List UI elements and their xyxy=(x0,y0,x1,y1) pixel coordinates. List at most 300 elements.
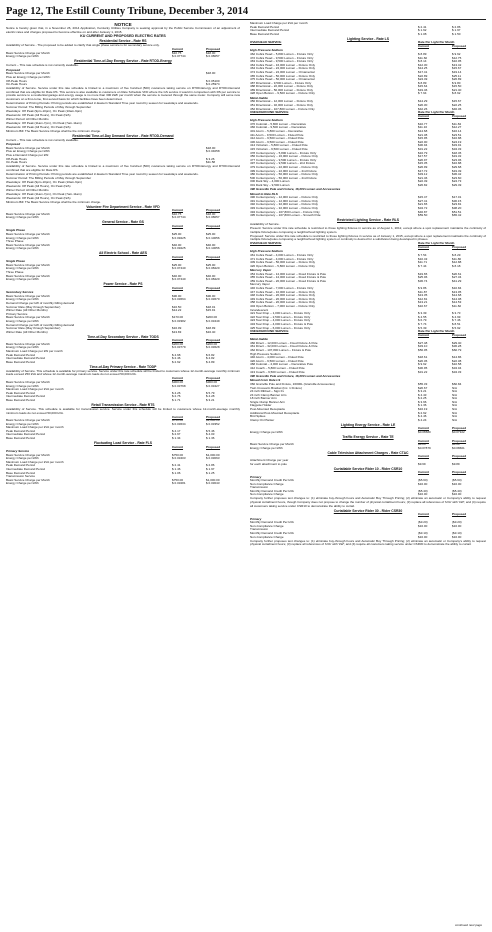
row-label: Monthly Demand Credit Per kVA xyxy=(250,521,294,525)
row-value: $ 0.07744 xyxy=(172,215,186,220)
row-value: $14.22 xyxy=(172,308,182,313)
row-value: $36.74 xyxy=(418,278,428,283)
rate-section xyxy=(6,366,240,403)
rate-row xyxy=(250,33,486,37)
row-value: $ 0.05100 xyxy=(206,78,220,83)
row-value: $16.40 xyxy=(206,329,216,334)
row-label: 18 inch Banner Arm xyxy=(250,397,277,401)
row-value: $ 1.06 xyxy=(172,470,181,475)
row-value: $25.00 xyxy=(172,231,182,236)
row-value: $ 3.66 xyxy=(418,399,427,404)
row-value: $0.07322 xyxy=(452,430,465,435)
row-label: 477 Contemporary – 9,500 Lumen – Fixture Only xyxy=(250,158,317,162)
row-label: Peak Demand Period xyxy=(6,353,35,357)
row-value: $18.00 xyxy=(206,145,216,150)
row-value: $200.00 xyxy=(172,341,184,346)
subheading: Metal Halide xyxy=(250,95,268,100)
row-label: 412 Coach – 5,800 Lumen – Fluted Pole xyxy=(250,366,305,370)
row-value: $ 1.36 xyxy=(206,436,215,441)
row-value: N/A xyxy=(452,403,458,408)
section-paragraph: Company further proposes text changes to: (1) eliminate buy-through hours and Automatic Buy Through Pricing; (2) eliminate an automatic or Company's ability to request physical curtailment hours; (3) replace all references of 'kVA' with 'kW'; and (4) require all customers taking service under CSR30 to demonstrate the ability to curtail. xyxy=(250,538,486,547)
row-value: Current xyxy=(418,244,430,249)
row-value: Current xyxy=(172,338,184,343)
rate-section xyxy=(250,219,486,330)
section-title: Time-of-Day Primary Service - Rate TODP xyxy=(89,364,157,369)
row-value: Current xyxy=(418,438,430,443)
row-value: $60.84 xyxy=(452,381,462,386)
row-value: $33.91 xyxy=(452,143,462,148)
rate-section xyxy=(250,510,486,547)
row-value: $20.61 xyxy=(452,271,462,276)
row-value: Proposed xyxy=(452,244,467,249)
subheading: Metal Halide xyxy=(250,337,268,342)
row-label: 360 Granville Pole and Fixture, 16000L (Granville Accessories) xyxy=(250,382,335,386)
row-value: $ 0.07440 xyxy=(172,266,186,271)
row-label: 493 Contemporary – 32,000 Lumen – Fixture Only xyxy=(250,207,318,211)
row-value: $29.40 xyxy=(452,340,462,345)
rate-section xyxy=(6,206,240,220)
row-label: Peak Demand Period xyxy=(6,391,35,395)
rate-row xyxy=(250,265,486,269)
rate-section xyxy=(250,22,486,36)
row-value: N/A xyxy=(452,396,458,401)
section-paragraph: Determination of Pricing Periods: Pricing periods are established in Eastern Standard Time year round by season for weekdays and weekends. xyxy=(6,171,199,176)
row-value: $90.00 xyxy=(172,293,182,298)
row-value: $ 4.24 xyxy=(418,417,427,422)
row-label: 454 Cobra Head – 12,000 Lumen – Fixed Fixture & Pole xyxy=(250,272,327,276)
row-value: $16.00 xyxy=(452,492,462,497)
row-value: Current xyxy=(418,454,430,459)
row-label: Incandescent xyxy=(250,308,269,312)
row-label: Basic Service Charge per Month xyxy=(6,453,50,457)
row-value: $16.00 xyxy=(452,534,462,539)
column-header-row xyxy=(250,334,486,338)
row-label: 465 Cobra Head – 50,000 Lumen – Fixture Only xyxy=(250,74,316,78)
row-value: $21.38 xyxy=(418,132,428,137)
row-value: $ 0.03403 xyxy=(172,456,186,461)
row-label: Peak Demand Period xyxy=(6,429,35,433)
row-value: $25.00 xyxy=(172,262,182,267)
section-title: Retail Transmission Service - Rate RTS xyxy=(91,402,155,407)
row-value: $27.41 xyxy=(418,198,428,203)
row-value: $ 2.25 xyxy=(418,396,427,401)
row-value: $ 3.73 xyxy=(452,311,461,316)
column-header-row xyxy=(250,115,486,119)
row-label: 452 Directional – 107,800 Lumen – Fixture Only xyxy=(250,107,315,111)
row-label: Clamp On Planter xyxy=(250,418,275,422)
row-label: Demand Charge per kW of monthly billing demand xyxy=(6,301,75,305)
row-value: $ 7.64 xyxy=(418,91,427,96)
row-label: Energy Charge per kWh xyxy=(6,236,39,240)
row-value: $ 7.54 xyxy=(418,252,427,257)
section-title: General Service - Rate GS xyxy=(102,220,144,225)
section-title: Lighting Energy Service - Rate LE xyxy=(340,422,396,427)
row-value: $23.60 xyxy=(452,175,462,180)
row-value: $18.00 xyxy=(206,71,216,76)
section-paragraph: Weekends: Off Peak (All Hours), On Peak (N/A) xyxy=(6,124,71,129)
row-value: $36.42 xyxy=(452,172,462,177)
row-label: 412 Acorn – 9,500 Lumen – Fluted Pole xyxy=(250,137,304,141)
row-label: Basic Service Charge per Month xyxy=(6,478,50,482)
row-value: $ 0.03281 xyxy=(172,481,186,486)
row-label: Summer Rate (May through September) xyxy=(6,305,61,309)
row-value: $ 3.39 xyxy=(418,311,427,316)
subheading: Single Phase xyxy=(6,228,25,233)
row-value: $ 2.67 xyxy=(172,432,181,437)
row-label: Basic Service Charge per Month xyxy=(6,243,50,247)
row-value: $56.05 xyxy=(418,347,428,352)
row-label: Intermediate Demand Period xyxy=(250,29,289,33)
row-label xyxy=(6,446,172,450)
row-label: Basic Service Charge per Month xyxy=(6,232,50,236)
row-value: $12.75 xyxy=(452,55,462,60)
row-value: $12.81 xyxy=(418,296,428,301)
row-value: Proposed xyxy=(452,43,467,48)
row-label: 476 Colonial – 5,800 Lumen – Decorative xyxy=(250,122,307,126)
rate-row xyxy=(6,361,240,365)
row-value: $ 7.44 xyxy=(418,263,427,268)
row-label: Energy Charge per kWh xyxy=(6,422,39,426)
row-value: $17.01 xyxy=(452,195,462,200)
row-label: Energy Charge per kWh xyxy=(6,319,39,323)
row-value: $ 0.08057 xyxy=(206,215,220,220)
row-label xyxy=(6,256,172,260)
continued-note: continued next page xyxy=(454,923,482,927)
row-label: Energy Charge per kWh xyxy=(250,431,283,435)
row-label: 440 Acorn – 4,000 Lumen – Fluted Pole xyxy=(250,356,304,360)
row-label: Maximum Load Charge per kVA per month xyxy=(250,22,308,25)
row-label xyxy=(250,513,418,517)
row-value: $300.00 xyxy=(206,380,218,384)
section-title: Residential Service - Rate RS xyxy=(99,39,147,44)
row-value: $ 2.76 xyxy=(172,394,181,399)
row-value: $30.15 xyxy=(452,198,462,203)
section-paragraph: Availability of Service. This schedule is available for transmission service. Service under this schedule will be limited to customers whose 12-month-average monthly minimum loads do not exceed 50,000 kVA. xyxy=(6,406,240,415)
row-value: $18.99 xyxy=(206,326,216,331)
section-title: Cable Television Attachment Charges - Rate CTAC xyxy=(327,450,409,455)
row-label: 464 Cobra Head – 22,000 Lumen – Fixture Only xyxy=(250,67,316,71)
row-label: 489 Directional – 50,000 Lumen – Fixture Only xyxy=(250,88,314,92)
row-label: UNDERGROUND SERVICE xyxy=(250,330,289,334)
row-value: $ 8.89 xyxy=(418,51,427,56)
row-value: $46.36 xyxy=(452,106,462,111)
row-label: 450 Directional – 12,000 Lumen – Fixture Only xyxy=(250,100,314,104)
row-value: $15.95 xyxy=(418,136,428,141)
row-value: $ 4.43 xyxy=(418,392,427,397)
row-value: $21.65 xyxy=(418,202,428,207)
row-value: $65.42 xyxy=(452,213,462,218)
rate-section xyxy=(250,452,486,466)
row-value: N/A xyxy=(452,407,458,412)
row-value: $200.00 xyxy=(206,341,218,346)
row-value: $24.19 xyxy=(452,139,462,144)
row-label: 409 Cobra Head – 50,000 Lumen – Fixture Only xyxy=(250,261,316,265)
row-label: 451 Directional – 32,000 Lumen – Fixture Only xyxy=(250,104,314,108)
row-value: $16.00 xyxy=(418,481,428,486)
row-label: 401 Acorn – 5,800 Lumen – Decorative xyxy=(250,130,303,133)
row-value: $ 4.17 xyxy=(172,428,181,433)
row-value: $14.08 xyxy=(452,296,462,301)
row-value: Current xyxy=(418,332,430,337)
row-value: Current xyxy=(172,376,184,381)
row-value: $18.45 xyxy=(452,150,462,155)
row-value: $27.48 xyxy=(418,340,428,345)
row-label: 462 Cobra Head – 5,800 Lumen – Fixture Only xyxy=(250,52,314,56)
row-value: $16.79 xyxy=(418,150,428,155)
row-label: Three Phase xyxy=(6,271,24,275)
row-label: Transmission xyxy=(250,486,269,490)
rate-section xyxy=(6,40,240,59)
row-value: $ 0.25974 xyxy=(206,82,220,87)
row-value: $12.27 xyxy=(452,125,462,130)
row-value: Proposed xyxy=(452,512,467,517)
row-value: $ 2.62 xyxy=(172,359,181,364)
row-value: $59.50 xyxy=(418,213,428,218)
row-label: 487 Directional – 9,500 Lumen – Fixture Only xyxy=(250,81,312,85)
row-value: $ 8.29 xyxy=(452,252,461,257)
section-paragraph: Availability of Service - The proposed to be added to clarify that single phase service is for secondary service only. xyxy=(6,43,160,48)
rate-row xyxy=(250,419,486,423)
row-value: $10.75 xyxy=(172,50,182,55)
row-value: $16.09 xyxy=(172,326,182,331)
row-value: $10.67 xyxy=(418,304,428,309)
row-label: Basic Service Charge per Month xyxy=(6,263,50,267)
row-value: $0.06580 xyxy=(418,430,431,435)
row-value: $11.84 xyxy=(452,121,462,126)
row-value: Proposed xyxy=(452,454,467,459)
row-value: ($5.60) xyxy=(418,478,428,483)
row-value: $ 0.03043 xyxy=(206,481,220,486)
row-label: Base Demand Period xyxy=(6,360,35,364)
row-value: $ 1.62 xyxy=(418,28,427,33)
row-value: $10.75 xyxy=(172,211,182,216)
row-label xyxy=(6,225,172,229)
row-label: Three Phase xyxy=(6,240,24,244)
row-label: Maximum Load Charge per kVA per month xyxy=(6,388,64,392)
row-value: $55.33 xyxy=(418,381,428,386)
row-value: $ 4.89 xyxy=(206,359,215,364)
row-value: $1,000.00 xyxy=(206,477,220,482)
row-value: $ 1.34 xyxy=(172,436,181,441)
row-label: Energy Charge per kWh xyxy=(6,216,39,220)
row-label: 449 Cobra Head – 20,000 Lumen – Fixture Only xyxy=(250,297,316,301)
row-label: Basic Service Charge per Month xyxy=(6,212,50,216)
row-label: 411 Acorn – 9,500 Lumen – Fluted Pole xyxy=(250,133,304,137)
row-value: $ 3.21 xyxy=(418,389,427,394)
row-value: $21.46 xyxy=(418,175,428,180)
row-value: $16.14 xyxy=(452,129,462,133)
row-value: $ 3.26 xyxy=(206,156,215,161)
row-label: Energy Charge per kWh xyxy=(6,457,39,461)
row-label: Base Demand Period xyxy=(250,32,279,36)
row-label: 458 Cobra Head – 20,000 Lumen – Fixture Only xyxy=(250,301,316,305)
row-value: $23.81 xyxy=(452,202,462,207)
row-label: 464 Cobra Head – 16,000 Lumen – Fixture Only xyxy=(250,63,316,67)
row-value: $ 9.86 xyxy=(418,286,427,291)
row-label: Single Clamp Banner Arm xyxy=(250,400,286,404)
row-label: Energy Charge per kWh xyxy=(250,446,283,450)
row-label: Non-Compliance Charge xyxy=(250,535,284,539)
row-value: $ 0.03628 xyxy=(206,345,220,350)
row-label: Energy Charge per kWh xyxy=(6,384,39,388)
rate-section xyxy=(6,336,240,365)
row-label: Base Demand Period xyxy=(6,471,35,475)
row-value: $33.10 xyxy=(418,344,428,349)
row-value: Current xyxy=(172,223,184,228)
row-value: $20.36 xyxy=(418,358,428,363)
rate-section xyxy=(250,38,486,111)
row-value: $30.95 xyxy=(418,365,428,370)
subheading: Proposed xyxy=(6,67,21,72)
section-paragraph: Weekdays: Off Peak (11am-7pm), On Peak (7am-11am) xyxy=(6,191,82,196)
row-value: $26.89 xyxy=(452,77,462,82)
section-title: Residential Time-of-Day Demand Service - Rate RTOD-Demand xyxy=(72,133,174,138)
row-value: $ 1.97 xyxy=(206,467,215,472)
row-value: $ 5.79 xyxy=(206,390,215,395)
row-label: Plus an Energy Charge per kWh: xyxy=(6,75,51,79)
row-label xyxy=(250,334,418,338)
row-label: 448 Cobra Head – 20,000 Lumen – Fixture Only xyxy=(250,294,316,298)
section-paragraph: Weekdays: Off Peak (9pm-10pm), On Peak (10am-9pm) xyxy=(6,108,83,113)
section-paragraph: Weekdays: Off Peak (11am-7pm), On Peak (7am-11am) xyxy=(6,120,82,125)
row-label: 424 Tear Drop – 4,000 Lumen – Fixture Only xyxy=(250,319,311,323)
row-value: $22.00 xyxy=(418,139,428,144)
section-title: Curtailable Service Rider 10 - Rider CSR10 xyxy=(333,466,403,471)
row-value: $34.72 xyxy=(418,206,428,211)
rate-section xyxy=(6,135,240,204)
row-value: $19.49 xyxy=(452,168,462,173)
row-value: $750.00 xyxy=(172,418,184,423)
row-label: Basic Service Charge per Month xyxy=(6,419,50,423)
row-value: $ 1.08 xyxy=(418,31,427,36)
column-header-row xyxy=(250,45,486,49)
row-value: $ 5.39 xyxy=(418,325,427,330)
section-paragraph: Summer Period: The Billing Periods of May through September xyxy=(6,175,92,180)
section-paragraph: Determination of Pricing Periods: Pricing periods are established in Eastern Standard Time year round by season for weekdays and weekends. xyxy=(6,100,199,105)
row-value: $ 0.09225 xyxy=(172,235,186,240)
row-value: Current xyxy=(172,47,184,52)
row-label: Energy Charge per kWh xyxy=(6,346,39,350)
row-value: $21.40 xyxy=(452,87,462,92)
row-value: Current xyxy=(172,254,184,259)
row-label xyxy=(250,471,418,475)
row-label: Primary Service xyxy=(6,312,28,316)
row-value: $12.30 xyxy=(418,62,428,67)
row-value: $13.21 xyxy=(418,300,428,305)
row-value: $18.61 xyxy=(418,355,428,360)
rate-section xyxy=(250,436,486,450)
row-value: Rate Per Light Per Month xyxy=(418,40,455,45)
row-label: 466 Colonial – 9,500 Lumen – Decorative xyxy=(250,126,307,130)
row-label: Additional Post-Mounted Receptacle xyxy=(250,411,300,415)
row-value: $13.42 xyxy=(452,62,462,67)
row-value: $46.87 xyxy=(418,209,428,214)
section-paragraph: Availability of Service. This schedule is available for primary service. Service under this rate schedule will be limited to customers whose 12-month-average monthly minimum loads exceed 250 kVA and whose 12-month-average maximum loads do not exceed 50,000 kVA. xyxy=(6,368,240,377)
section-title: Restricted Lighting Service - Rate RLS xyxy=(337,218,399,223)
row-value: $ 0.03382 xyxy=(172,318,186,323)
row-value: $11.82 xyxy=(452,304,462,309)
row-label: 300 Dark Sky – 4,000 Lumen xyxy=(250,180,290,184)
section-paragraph: Minimum Bill: The Basic Service Charge shall be the minimum charge. xyxy=(6,199,101,204)
row-label: 446 Cobra Head – 7,000 Lumen – Fixture Only xyxy=(250,287,314,291)
rate-row xyxy=(6,482,240,486)
row-value: $22.25 xyxy=(452,103,462,108)
row-value: N/A xyxy=(452,385,458,390)
section-title: All Electric School - Rate AES xyxy=(99,251,147,256)
row-label: 459 Cobra Head – 20,000 Lumen – Fixed Fixture & Pole xyxy=(250,279,327,283)
row-label: Winter Rate (All Other Months) xyxy=(6,309,48,313)
row-label: Non-Compliance Charge xyxy=(250,482,284,486)
row-value: $25.00 xyxy=(206,231,216,236)
row-value: $11.60 xyxy=(418,55,428,60)
row-value: $34.33 xyxy=(452,369,462,374)
row-value: $15.67 xyxy=(452,66,462,71)
row-label: 421 Tear Drop – 1,000 Lumen – Fixture Only xyxy=(250,312,311,316)
row-value: $10.43 xyxy=(418,256,428,261)
row-value: $51.51 xyxy=(452,209,462,214)
row-value: ($3.10) xyxy=(418,531,428,535)
row-value: $14.53 xyxy=(452,300,462,305)
row-value: $40.00 xyxy=(206,242,216,247)
row-label: Energy Charge per kWh xyxy=(6,298,39,302)
row-label: Base Demand Period xyxy=(6,398,35,402)
row-label: 460 Direct – 12,000 Lumen – Fixed Fixture & Pole xyxy=(250,341,318,345)
column-header-row xyxy=(250,471,486,475)
row-value: N/A xyxy=(452,399,458,404)
row-value: $18.00 xyxy=(206,211,216,216)
row-label: UNDERGROUND SERVICE xyxy=(250,111,289,115)
rate-section xyxy=(250,468,486,509)
row-label: 430 Acorn – 9,500 Lumen – Fluted Pole xyxy=(250,140,304,144)
row-value: Proposed xyxy=(206,444,221,449)
row-label: Intermediate Demand Period xyxy=(6,433,45,437)
row-value: $31.22 xyxy=(418,369,428,374)
row-value: $18.00 xyxy=(206,50,216,55)
row-label: 500 Contemporary – 50,000 Lumen – 2nd Fixture xyxy=(250,176,317,180)
row-value: $ 8.18 xyxy=(452,263,461,268)
row-value: $ 4.46 xyxy=(418,414,427,419)
section-title: Power Service - Rate PS xyxy=(103,282,143,287)
row-value: $ 4.55 xyxy=(418,314,427,319)
row-value: $18.01 xyxy=(206,304,216,309)
row-value: Proposed xyxy=(206,208,221,213)
row-value: $ 0.10056 xyxy=(206,246,220,251)
row-label: Flagpole Holder xyxy=(250,404,272,408)
row-label: for each attachment to pole xyxy=(250,462,287,466)
row-value: $38.20 xyxy=(452,206,462,211)
row-label: Base Demand Period xyxy=(6,437,35,441)
row-value: $ 1.50 xyxy=(452,31,461,36)
row-label: Basic Service Charge per Month xyxy=(6,72,50,76)
row-label: Intermediate Demand Period xyxy=(6,395,45,399)
row-value: $31.22 xyxy=(418,146,428,151)
row-value: $11.71 xyxy=(418,260,428,265)
section-title: Residential Time-of-Day Energy Service - Rate RTOD-Energy xyxy=(74,59,172,64)
row-value: N/A xyxy=(452,389,458,394)
row-value: $16.00 xyxy=(452,481,462,486)
row-value: ($3.10) xyxy=(452,531,462,535)
row-value: $ 0.07744 xyxy=(172,54,186,59)
row-value: $ 0.03768 xyxy=(172,383,186,388)
row-label: Attachment Charge per year xyxy=(250,458,289,462)
row-value: $ 1.46 xyxy=(172,467,181,472)
subheading: Secondary Service xyxy=(6,290,34,295)
row-label: Bird Spikes xyxy=(250,415,266,419)
section-title: Lighting Service - Rate LS xyxy=(346,36,389,41)
row-value: $29.49 xyxy=(452,182,462,187)
row-value: $22.49 xyxy=(418,179,428,184)
section-title: Volunteer Fire Department Service - Rate VFD xyxy=(86,204,160,209)
